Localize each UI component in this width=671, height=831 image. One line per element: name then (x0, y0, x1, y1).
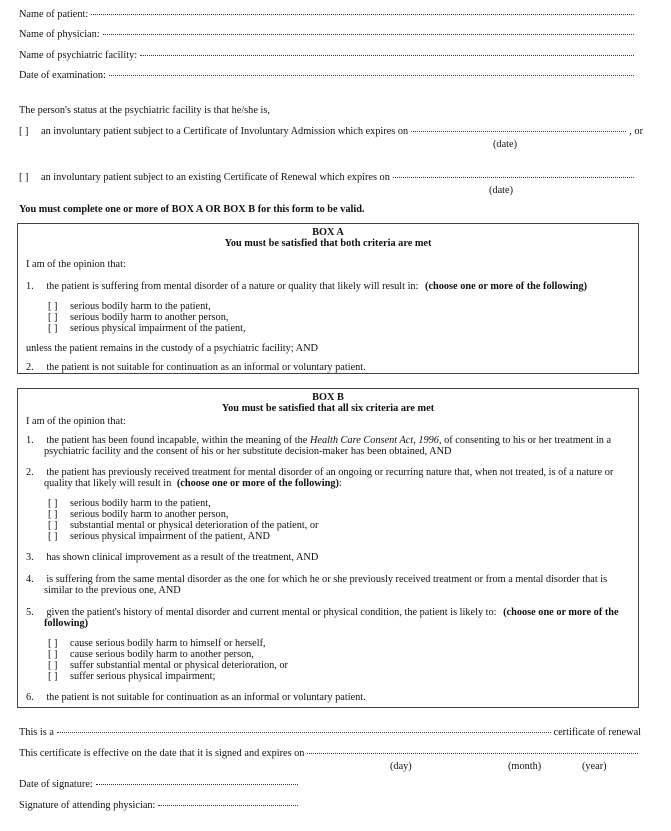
box-b-c5-checkbox[interactable]: [ ] (48, 660, 58, 671)
box-a-opinion: I am of the opinion that: (26, 259, 126, 270)
day-caption: (day) (390, 761, 412, 772)
box-b (17, 388, 639, 708)
box-b-c2-checkbox[interactable]: [ ] (48, 531, 58, 542)
renewal-date-caption: (date) (489, 185, 514, 196)
box-b-c2-checkbox[interactable]: [ ] (48, 498, 58, 509)
box-b-c5-line1: given the patient's history of mental disorder and current mental or physical condition, the patient is likely to: (46, 607, 497, 618)
box-b-c3-text: has shown clinical improvement as a result of the treatment, AND (46, 552, 319, 563)
box-b-c6-text: the patient is not suitable for continuation as an informal or voluntary patient. (46, 692, 366, 703)
box-b-c4-number: 4. (26, 574, 34, 585)
box-b-title: BOX B (312, 392, 344, 403)
box-b-c3-number: 3. (26, 552, 34, 563)
expiry-date-line[interactable] (307, 753, 638, 754)
box-b-opinion: I am of the opinion that: (26, 416, 126, 427)
box-b-c5-choose1: (choose one or more of the (503, 607, 619, 618)
physician-signature-field[interactable] (19, 800, 301, 813)
box-b-c5-checkbox[interactable]: [ ] (48, 638, 58, 649)
box-b-c2-checkbox[interactable]: [ ] (48, 520, 58, 531)
box-b-c1-pre: the patient has been found incapable, within the meaning of the (46, 435, 308, 446)
patient-name-line[interactable] (91, 14, 634, 15)
box-b-c5-harm-text: suffer serious physical impairment; (70, 671, 216, 682)
physician-name-line[interactable] (103, 34, 634, 35)
facility-name-label: Name of psychiatric facility: (19, 50, 138, 61)
box-b-c2-number: 2. (26, 467, 34, 478)
patient-name-label: Name of patient: (19, 9, 89, 20)
year-caption: (year) (582, 761, 607, 772)
box-b-c5-checkbox[interactable]: [ ] (48, 671, 58, 682)
patient-name-field[interactable] (19, 9, 637, 22)
renewal-expiry-line[interactable] (393, 177, 634, 178)
box-b-c4-line1: is suffering from the same mental disorder as the one for which he or she previously received treatment or from a mental disorder that is (46, 574, 608, 585)
box-b-c2-harm-text: serious bodily harm to another person, (70, 509, 229, 520)
admission-text: an involuntary patient subject to a Certificate of Involuntary Admission which expires on (41, 126, 409, 137)
box-a-c2-text: the patient is not suitable for continuation as an informal or voluntary patient. (46, 362, 366, 373)
box-b-c5-choose2: following) (44, 618, 89, 629)
signature-date-line[interactable] (96, 784, 298, 785)
box-b-subtitle: You must be satisfied that all six criteria are met (221, 403, 435, 414)
box-a-harm-checkbox[interactable]: [ ] (48, 312, 58, 323)
admission-expiry-line[interactable] (411, 131, 626, 132)
box-b-c5-number: 5. (26, 607, 34, 618)
box-a-criterion-2 (26, 362, 366, 375)
box-a-c1-number: 1. (26, 281, 34, 292)
certificate-number-line[interactable] (57, 732, 551, 733)
admission-date-caption: (date) (493, 139, 518, 150)
box-b-c2-harm-option[interactable] (48, 531, 270, 544)
box-a-title: BOX A (312, 227, 344, 238)
box-a-harm-text: serious bodily harm to the patient, (70, 301, 211, 312)
effective-label: This certificate is effective on the date that it is signed and expires on (19, 748, 305, 759)
box-b-c5-harm-option[interactable] (48, 671, 215, 684)
box-a-harm-checkbox[interactable]: [ ] (48, 301, 58, 312)
admission-checkbox[interactable]: [ ] (19, 126, 29, 137)
box-a-harm-text: serious bodily harm to another person, (70, 312, 229, 323)
certificate-number-field[interactable] (19, 727, 641, 740)
examination-date-line[interactable] (109, 75, 634, 76)
physician-signature-line[interactable] (158, 805, 298, 806)
box-b-c1-act: Health Care Consent Act, 1996 (309, 435, 439, 446)
box-b-c1-line2: psychiatric facility and the consent of his or her substitute decision-maker has been obtained, AND (44, 446, 452, 457)
box-a (17, 223, 639, 374)
physician-name-field[interactable] (19, 29, 637, 42)
facility-name-line[interactable] (140, 55, 634, 56)
box-b-c4-line2: similar to the previous one, AND (44, 585, 181, 596)
must-complete-notice: You must complete one or more of BOX A OR BOX B for this form to be valid. (19, 204, 365, 215)
signature-date-field[interactable] (19, 779, 301, 792)
status-option-admission[interactable] (19, 126, 643, 139)
box-b-c5-harm-text: cause serious bodily harm to another person, (70, 649, 254, 660)
box-a-harm-checkbox[interactable]: [ ] (48, 323, 58, 334)
renewal-text: an involuntary patient subject to an existing Certificate of Renewal which expires on (41, 172, 390, 183)
box-a-c1-text: the patient is suffering from mental disorder of a nature or quality that likely will result in: (46, 281, 419, 292)
box-b-c2-line2-row: quality that likely will result in (choose one or more of the following): (44, 478, 342, 489)
facility-name-field[interactable] (19, 50, 637, 63)
box-a-c1-choose: (choose one or more of the following) (425, 281, 588, 292)
physician-signature-label: Signature of attending physician: (19, 800, 156, 811)
box-b-c2-line2: quality that likely will result in (44, 478, 172, 489)
status-option-renewal[interactable] (19, 172, 637, 185)
month-caption: (month) (508, 761, 542, 772)
status-intro: The person's status at the psychiatric facility is that he/she is, (19, 105, 270, 116)
box-b-criterion-3 (26, 552, 318, 565)
box-a-unless: unless the patient remains in the custody of a psychiatric facility; AND (26, 343, 318, 354)
box-a-harm-option[interactable] (48, 323, 246, 336)
examination-date-label: Date of examination: (19, 70, 106, 81)
box-b-c6-number: 6. (26, 692, 34, 703)
physician-name-label: Name of physician: (19, 29, 100, 40)
box-b-c1-post: , of consenting to his or her treatment in a (438, 435, 612, 446)
signature-date-label: Date of signature: (19, 779, 93, 790)
renewal-checkbox[interactable]: [ ] (19, 172, 29, 183)
box-b-c2-harm-text: substantial mental or physical deterioration of the patient, or (70, 520, 319, 531)
expiry-date-field[interactable] (19, 748, 641, 761)
box-b-c5-harm-text: suffer substantial mental or physical deterioration, or (70, 660, 288, 671)
box-b-criterion-6 (26, 692, 366, 705)
box-b-c2-harm-text: serious physical impairment of the patient, AND (70, 531, 270, 542)
admission-suffix: , or (629, 126, 643, 137)
examination-date-field[interactable] (19, 70, 637, 83)
box-a-criterion-1 (26, 281, 587, 294)
certificate-renewal-label: certificate of renewal (553, 727, 641, 738)
box-b-c5-harm-text: cause serious bodily harm to himself or herself, (70, 638, 266, 649)
box-a-subtitle: You must be satisfied that both criteria are met (224, 238, 432, 249)
box-b-criterion-5 (26, 607, 619, 620)
box-b-c2-choose: (choose one or more of the following) (176, 478, 339, 489)
this-is-label: This is a (19, 727, 54, 738)
box-a-harm-text: serious physical impairment of the patient, (70, 323, 246, 334)
box-a-c2-number: 2. (26, 362, 34, 373)
box-b-c5-checkbox[interactable]: [ ] (48, 649, 58, 660)
box-b-c2-line1: the patient has previously received treatment for mental disorder of an ongoing or recurring nature that, when not treated, is of a nature or (46, 467, 614, 478)
box-b-c2-checkbox[interactable]: [ ] (48, 509, 58, 520)
box-b-c1-number: 1. (26, 435, 34, 446)
box-b-c2-harm-text: serious bodily harm to the patient, (70, 498, 211, 509)
